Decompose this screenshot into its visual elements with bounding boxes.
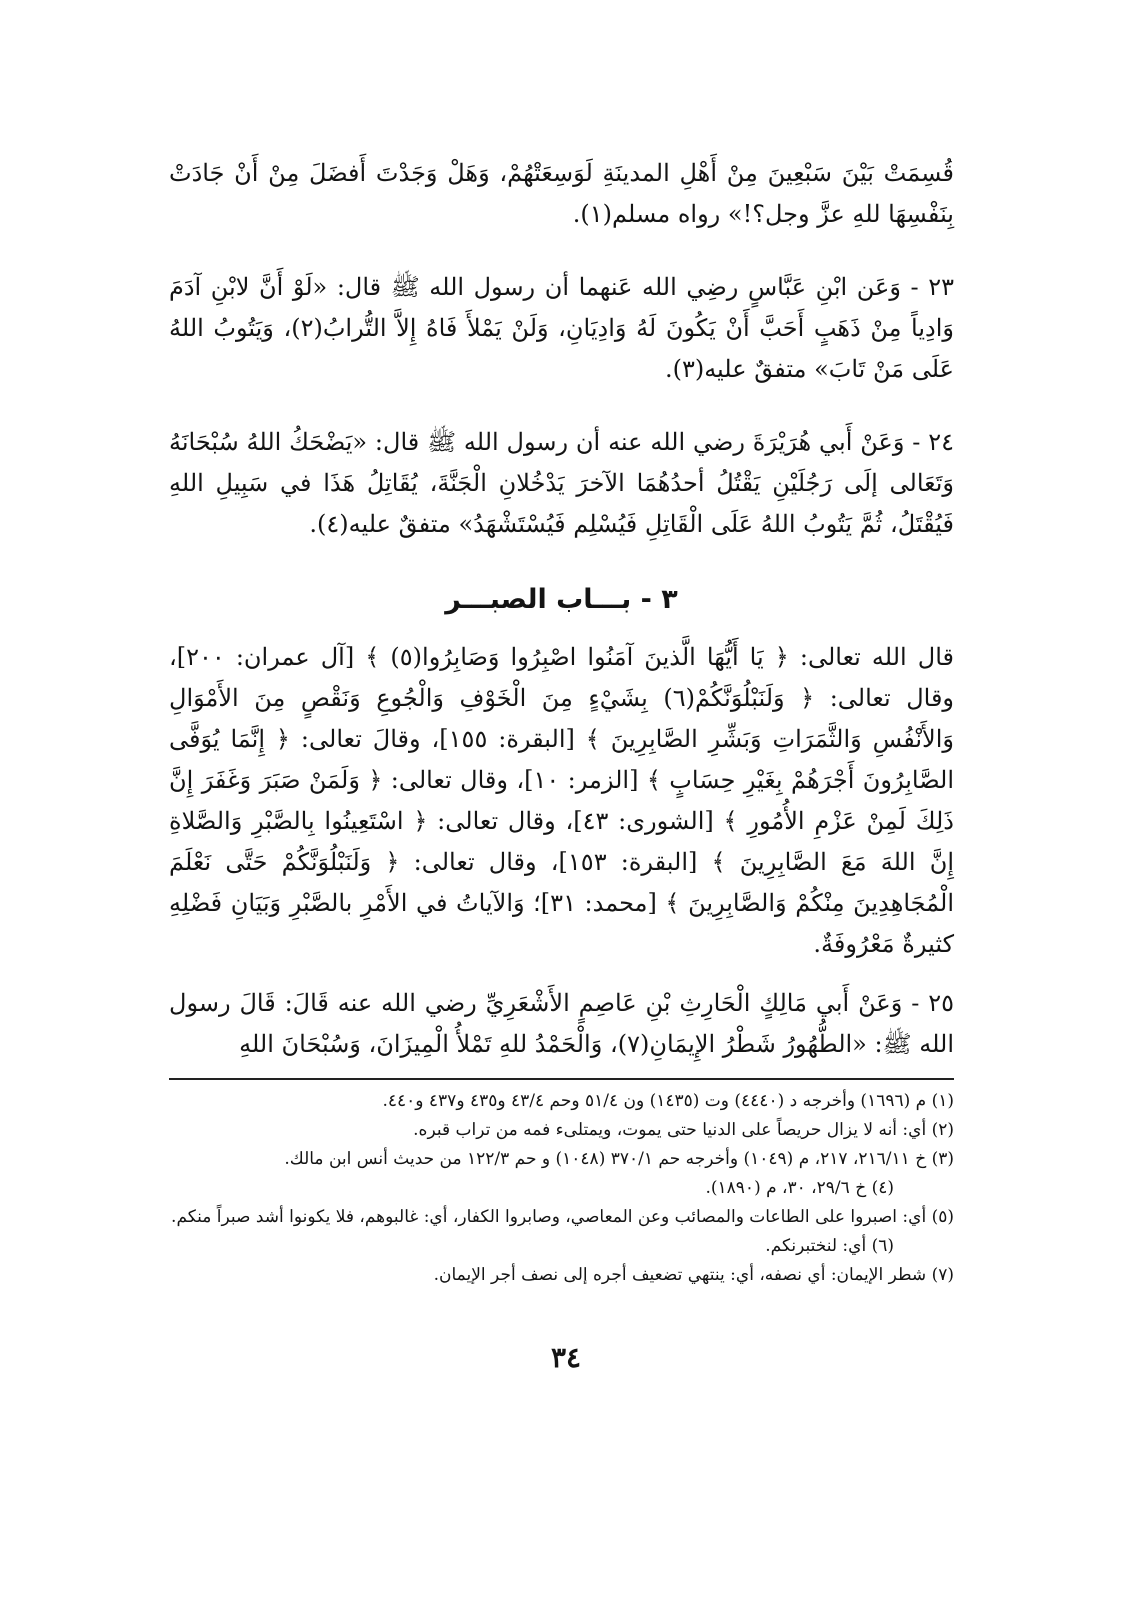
- paragraph-hadith-25: ٢٥ - وَعَنْ أَبي مَالِكٍ الْحَارِثِ بْنِ عَاصِمٍ الأَشْعَرِيِّ رضي الله عنه قَالَ: قَالَ رسول الله ﷺ: «الطُّهُورُ شَطْرُ الإِيمَانِ(٧)، وَالْحَمْدُ للهِ تَمْلأُ الْمِيزَانَ، وَسُبْحَانَ اللهِ: [169, 989, 954, 1058]
- paragraph-hadith-24: ٢٤ - وَعَنْ أَبي هُرَيْرَةَ رضي الله عنه أن رسول الله ﷺ قال: «يَضْحَكُ اللهُ سُبْحَانَهُ وَتَعَالى إلَى رَجُلَيْنِ يَقْتُلُ أحدُهُمَا الآخرَ يَدْخُلانِ الْجَنَّةَ، يُقَاتِلُ هَذَا في سَبِيلِ اللهِ فَيُقْتَلُ، ثُمَّ يَتُوبُ اللهُ عَلَى الْقَاتِلِ فَيُسْلِم فَيُسْتَشْهَدُ» متفقٌ عليه(٤).: [169, 428, 954, 538]
- footnote-3: (٣) خ ٢١٦/١١، ٢١٧، م (١٠٤٩) وأخرجه حم ٣٧٠/١ (١٠٤٨) و حم ١٢٢/٣ من حديث أنس ابن مالك.: [284, 1149, 954, 1169]
- chapter-heading: ٣ - بـــاب الصبـــر: [445, 584, 678, 615]
- footnote-divider: [169, 1078, 954, 1080]
- footnote-1: (١) م (١٦٩٦) وأخرجه د (٤٤٤٠) وت (١٤٣٥) ون ٥١/٤ وحم ٤٣/٤ و٤٣٥ و٤٣٧ و٤٤٠.: [382, 1091, 954, 1111]
- footnote-6: (٦) أي: لنختبرنكم.: [765, 1236, 894, 1256]
- paragraph-hadith-23: ٢٣ - وَعَن ابْنِ عَبَّاسٍ رضِي الله عَنهما أن رسول الله ﷺ قال: «لَوْ أَنَّ لابْنِ آدَمَ وَادِياً مِنْ ذَهَبٍ أَحَبَّ أَنْ يَكُونَ لَهُ وَادِيَانِ، وَلَنْ يَمْلأَ فَاهُ إِلاَّ التُّرابُ(٢)، وَيَتُوبُ اللهُ عَلَى مَنْ تَابَ» متفقٌ عليه(٣).: [169, 273, 954, 383]
- paragraph-quran-verses: قال الله تعالى: ﴿ يَا أَيُّهَا الَّذينَ آمَنُوا اصْبِرُوا وَصَابِرُوا(٥) ﴾ [آل عمران: ٢٠٠]، وقال تعالى: ﴿ وَلَنَبْلُوَنَّكُمْ(٦) بِشَيْءٍ مِنَ الْخَوْفِ وَالْجُوعِ وَنَقْصٍ مِنَ الأَمْوَالِ وَالأَنْفُسِ وَالثَّمَرَاتِ وَبَشِّرِ الصَّابِرِينَ ﴾ [البقرة: ١٥٥]، وقالَ تعالى: ﴿ إِنَّمَا يُوَفَّى الصَّابِرُونَ أَجْرَهُمْ بِغَيْرِ حِسَابٍ ﴾ [الزمر: ١٠]، وقال تعالى: ﴿ وَلَمَنْ صَبَرَ وَغَفَرَ إِنَّ ذَلِكَ لَمِنْ عَزْمِ الأُمُورِ ﴾ [الشورى: ٤٣]، وقال تعالى: ﴿ اسْتَعِينُوا بِالصَّبْرِ وَالصَّلاةِ إِنَّ اللهَ مَعَ الصَّابِرِينَ ﴾ [البقرة: ١٥٣]، وقال تعالى: ﴿ وَلَنَبْلُوَنَّكُمْ حَتَّى نَعْلَمَ الْمُجَاهِدِينَ مِنْكُمْ وَالصَّابِرِينَ ﴾ [محمد: ٣١]؛ وَالآياتُ في الأَمْرِ بالصَّبْرِ وَبَيَانِ فَضْلِهِ كثيرةٌ مَعْرُوفَةٌ.: [169, 643, 955, 958]
- footnote-5: (٥) أي: اصبروا على الطاعات والمصائب وعن المعاصي، وصابروا الكفار، أي: غالبوهم، فلا يكونوا أشد صبراً منكم.: [171, 1207, 954, 1227]
- footnotes: [169, 1088, 954, 1291]
- footnote-2: (٢) أي: أنه لا يزال حريصاً على الدنيا حتى يموت، ويمتلىء فمه من تراب قبره.: [413, 1120, 954, 1140]
- paragraph-hadith-22-end: قُسِمَتْ بَيْنَ سَبْعِينَ مِنْ أَهْلِ المدينَةِ لَوَسِعَتْهُمْ، وَهَلْ وَجَدْتَ أَفضَلَ مِنْ أَنْ جَادَتْ بِنَفْسِهَا للهِ عزَّ وجل؟!» رواه مسلم(١).: [169, 159, 954, 228]
- footnote-4: (٤) خ ٢٩/٦، ٣٠، م (١٨٩٠).: [705, 1178, 894, 1198]
- footnote-7: (٧) شطر الإيمان: أي نصفه، أي: ينتهي تضعيف أجره إلى نصف أجر الإيمان.: [433, 1265, 954, 1285]
- page-number: ٣٤: [550, 1341, 582, 1374]
